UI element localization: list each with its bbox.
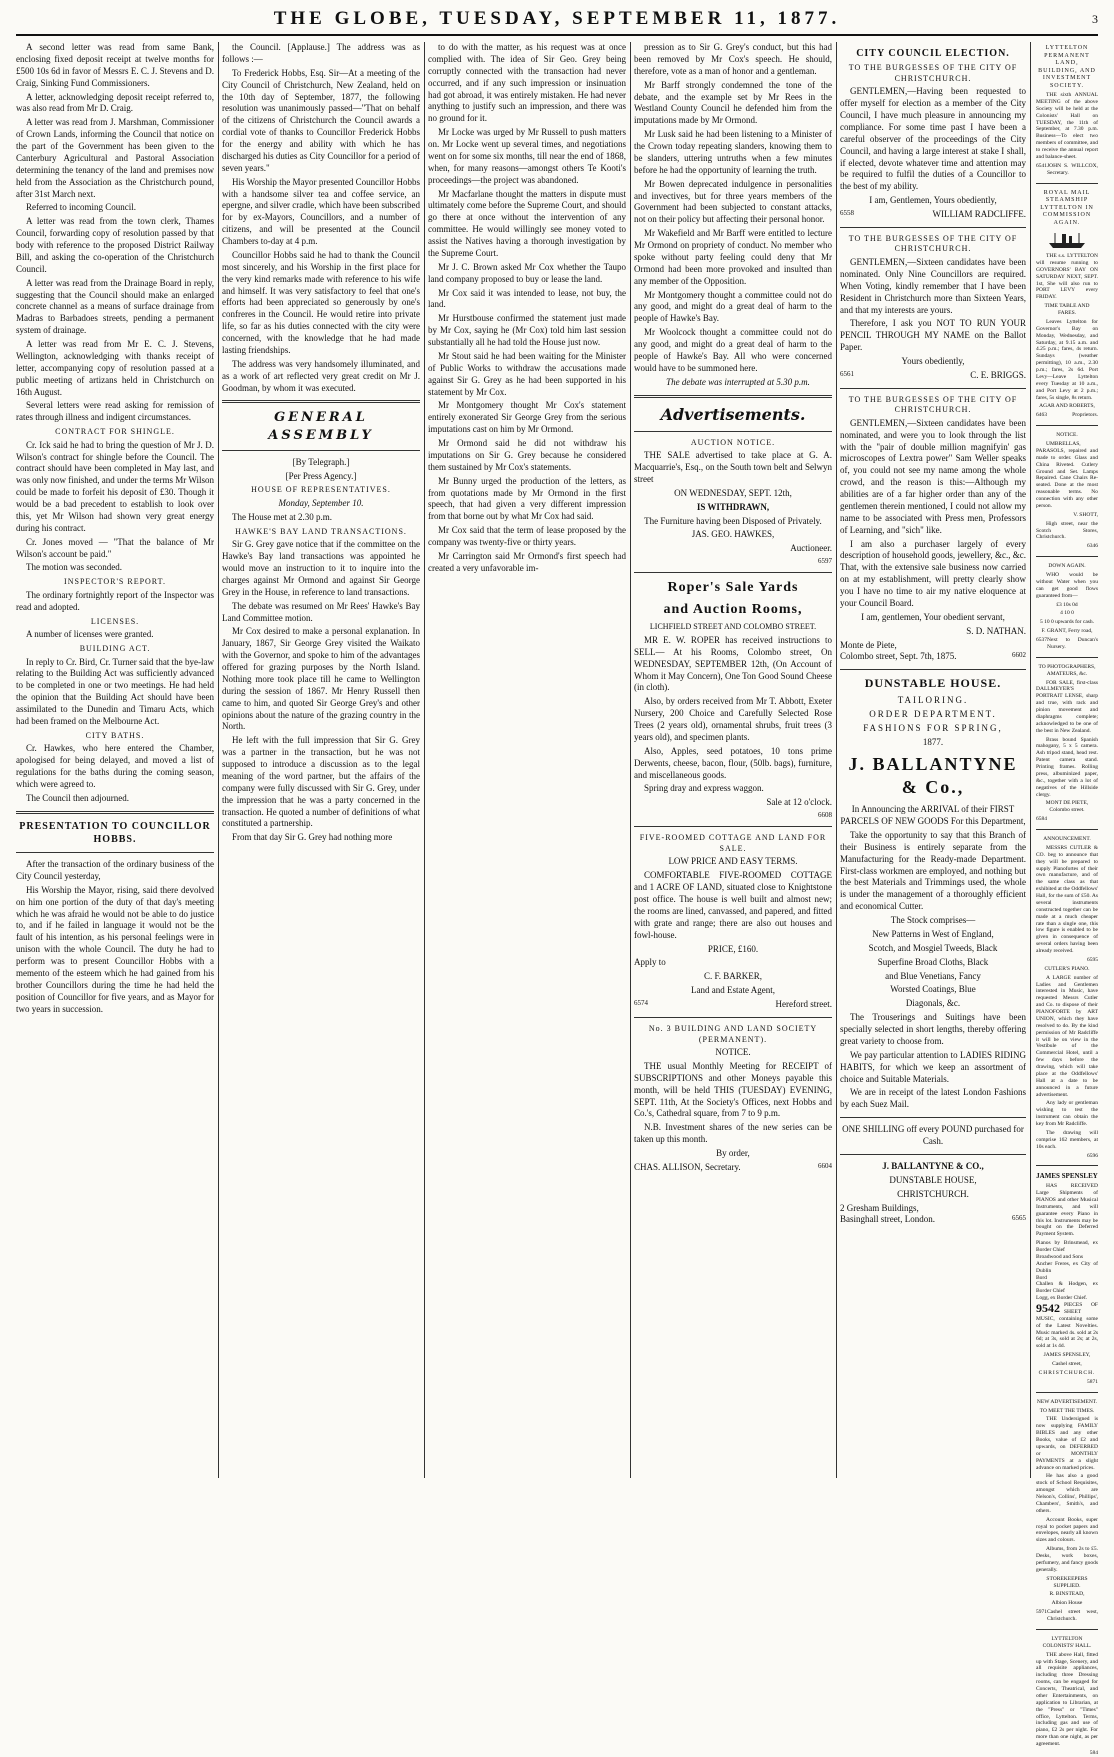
ad-text: PIECES OF SHEET MUSIC, containing some of the Latest Novelties. Music marked 4s. sold at 2s 6d; at 3s, sold at 2s; at 2s, sold at 1s 4d.	[1036, 1302, 1098, 1350]
ad-number: 5971	[1036, 1609, 1047, 1616]
ad-text: Scotch, and Mosgiel Tweeds, Black	[868, 942, 998, 953]
divider	[634, 572, 832, 573]
divider	[840, 1154, 1026, 1155]
ad-heading: CUTLER'S PIANO.	[1044, 965, 1090, 972]
paragraph: Mr Macfarlane thought the matters in dispute must ultimately come before the Supreme Court, and should go there at once without the intervention of any committee. He would willingly see money voted to assist the Natives having a thorough investigation by the Supreme Court.	[428, 188, 626, 258]
assembly-heading: GENERAL ASSEMBLY	[268, 410, 374, 443]
ad-signature: V. SHOTT,	[1073, 511, 1098, 518]
paragraph: Mr Ormond said he did not withdraw his imputations on Sir G. Grey because he considered them sustained by Mr Cox's statements.	[428, 438, 626, 472]
ad-number: 6537	[1036, 637, 1047, 643]
ad-number: 6574	[634, 999, 648, 1008]
ad-signature: F. GRANT, Ferry road,	[1041, 628, 1093, 635]
paragraph: to do with the matter, as his request was at once complied with. The idea of Sir Geo. Grey being corruptly connected with the transaction had never occurred, and if any such impression or insinuation had got abroad, it was entirely mistaken. He had never anything to justify such an impression, and there was no ground for it.	[428, 42, 626, 124]
paragraph: Mr Wakefield and Mr Barff were entitled to lecture Mr Ormond on propriety of conduct. No member who spoke without party feeling could deny that Mr Ormond had been more provoked and insulted than any member of the Opposition.	[634, 228, 832, 286]
ad-text: LICHFIELD STREET AND COLOMBO STREET.	[649, 622, 817, 632]
ad-text: GENTLEMEN,—Sixteen candidates have been nominated, and were you to look through the list with the "pair of double million magnifyin' gas microscopes of Lextra power" Sam Weller speaks of, you could not see my name among the whole crowd, and the reason is this:—Although my abilities are of a far higher order than any of the gentlemen therein mentioned, I could not allow my name to be associated with Press men, Professors of Learning, and "sich" like.	[840, 417, 1026, 535]
ad-text: Also, Apples, seed potatoes, 10 tons prime Derwents, cheese, bacon, flour, (50lb. bags), furniture, and miscellaneous goods.	[634, 745, 832, 780]
column-rule	[424, 42, 425, 1478]
divider	[1036, 1629, 1098, 1630]
paragraph: A letter was read from the town clerk, Thames Council, forwarding copy of resolution passed by that body with reference to the proposed District Railway Bill, and asking the co-operation of the Christchurch Council.	[16, 216, 214, 274]
ad-heading: FIVE-ROOMED COTTAGE AND LAND FOR SALE.	[639, 833, 827, 853]
ad-heading: LYTTELTON COLONISTS' HALL.	[1042, 1635, 1092, 1649]
ad-text: I am, Gentlemen, Yours obediently,	[869, 195, 997, 206]
ad-number: 6561	[840, 369, 854, 378]
ad-text: Apply to	[634, 957, 666, 968]
ad-signature: C. E. BRIGGS.	[970, 369, 1026, 380]
ad-heading: No. 3 BUILDING AND LAND SOCIETY (PERMANENT).	[648, 1023, 818, 1044]
ad-heading: TO MEET THE TIMES.	[1039, 1407, 1095, 1414]
divider	[222, 400, 420, 403]
ad-address: Monte de Piete,	[840, 639, 897, 650]
ad-heading: DUNSTABLE HOUSE.	[864, 676, 1002, 691]
paragraph: The address was very handsomely illuminated, and as a work of art reflected very great credit on Mr J. Goodman, by whom it was executed.	[222, 358, 420, 393]
ad-text: Diagonals, &c.	[905, 998, 961, 1009]
ad-text: Pianos by Brinsmead, ex Border Chief	[1036, 1240, 1098, 1253]
ad-number: 5871	[1087, 1378, 1098, 1385]
ad-text: The drawing will comprise 162 members, at 10s each.	[1036, 1129, 1098, 1150]
column-rule	[836, 42, 837, 1478]
ad-address: DUNSTABLE HOUSE,	[889, 1174, 977, 1185]
ad-heading: JAMES SPENSLEY	[1036, 1172, 1098, 1181]
ad-address: 2 Gresham Buildings,	[840, 1202, 919, 1213]
ad-signature-role: Land and Estate Agent,	[691, 985, 775, 996]
ad-text: GENTLEMEN,—Having been requested to offer myself for election as a member of the City Council, I have much pleasure in announcing my compliance. For some time past I have been a careful observer of the proceedings of the City Council, and having a large interest at stake I shall, if elected, devote whatever time and attention may be required to fulfil the duties of a Councillor to the best of my ability.	[840, 86, 1026, 192]
ad-subheading: LOW PRICE AND EASY TERMS.	[668, 856, 798, 867]
ad-address: Colombo street, Sept. 7th, 1875.	[840, 651, 957, 662]
ad-subheading: TAILORING.	[897, 695, 969, 706]
ad-heading: ROYAL MAIL STEAMSHIP LYTTELTON IN COMMISSION AGAIN.	[1040, 189, 1094, 226]
ad-text: THE usual Monthly Meeting for RECEIPT of SUBSCRIPTIONS and other Moneys payable this month, will be held THIS (TUESDAY) EVENING, SEPT. 11th, At the Society's Offices, next Hobbs and Co.'s, Cathedral square, from 7 to 9 p.m.	[634, 1060, 832, 1119]
paragraph: Mr Bunny urged the production of the letters, as from quotations made by Mr Ormond in the first speech, that had given a very different impression from that borne out by what Mr Cox had said.	[428, 475, 626, 522]
ad-signature: JOHN S. WILLCOX, Secretary.	[1047, 162, 1098, 176]
masthead	[16, 6, 1098, 36]
paragraph: Mr Cox said that the term of lease proposed by the company was twenty-five or thirty years.	[428, 525, 626, 547]
paragraph: A number of licenses were granted.	[26, 629, 154, 640]
paragraph: The ordinary fortnightly report of the Inspector was read and adopted.	[16, 589, 214, 612]
paragraph: A letter was read from J. Marshman, Commissioner of Crown Lands, informing the Council that notice on the part of the Government has been given to the Canterbury Agricultural and Pastoral Association determining the tenancy of the land and premises now held from the Association as the Christchurch pound, after 31st March next.	[16, 117, 214, 199]
ad-text: I am also a purchaser largely of every description of household goods, jewellery, &c., &c. That, with the extensive sale business now carried on at my establishment, will pretty clearly show you I have no time to air my native eloquence at your Council Board.	[840, 538, 1026, 608]
paragraph: Mr Carrington said Mr Ormond's first speech had created a very unfavorable im-	[428, 550, 626, 573]
ad-text: Logg, ex Border Chief.	[1036, 1295, 1088, 1302]
divider	[634, 1017, 832, 1018]
divider	[840, 669, 1026, 670]
ad-address: CHRISTCHURCH.	[897, 1188, 969, 1199]
ad-heading: NOTICE.	[1056, 432, 1078, 439]
ad-signature: JAS. GEO. HAWKES,	[691, 529, 775, 540]
ad-subheading: FASHIONS FOR SPRING,	[863, 722, 1003, 733]
ad-subheading: ORDER DEPARTMENT.	[869, 709, 997, 720]
ad-text: Yours obediently,	[901, 356, 965, 366]
ad-text: THE s.s. LYTTELTON will resume running to GOVERNORS' BAY ON SATURDAY NEXT, SEPT. 1st, She will also run to PORT LEVY every FRIDAY.	[1036, 253, 1098, 301]
ad-text: A LARGE number of Ladies and Gentlemen interested in Music, have requested Messrs Cutler and Co. to dispose of their PIANOFORTE by ART UNION, which they have resolved to do. By the kind permission of Mr Radcliffe it will be on view in the Vestibule of the Commercial Hotel, until a few days before the drawing, which will take place at the Oddfellows' Hall at a date to be announced in a future advertisement.	[1036, 974, 1098, 1098]
column-1	[16, 42, 214, 1478]
ad-price: £3 10s 0d	[1056, 601, 1078, 608]
divider	[16, 852, 214, 853]
paragraph: From that day Sir G. Grey had nothing more	[232, 832, 393, 843]
ad-price: 5 10 0 upwards for cash.	[1039, 619, 1095, 626]
ad-number: 6463	[1036, 412, 1047, 419]
ad-text: N.B. Investment shares of the new series can be taken up this month.	[634, 1122, 832, 1145]
ad-price: 4 10 0	[1060, 610, 1074, 617]
ad-signature: AGAR AND ROBERTS,	[1039, 403, 1095, 410]
ad-text: By order,	[716, 1148, 750, 1159]
ad-text: WHO would be without Water when you can get good flows guaranteed from—	[1036, 572, 1098, 599]
ad-signature-role: Auctioneer.	[790, 543, 832, 554]
ad-text: THE sixth ANNUAL MEETING of the above Society will be held at the Colonists' Hall on TUESDAY, the 11th of September, at 7.30 p.m. Business—To elect two members of committee, and to receive the annual report and balance-sheet.	[1036, 92, 1098, 160]
divider	[634, 395, 832, 398]
ad-text: We are in receipt of the latest London Fashions by each Suez Mail.	[840, 1087, 1026, 1110]
ad-text: The Stock comprises—	[890, 915, 976, 926]
ad-text: MESSRS CUTLER & CO. beg to announce that they will be prepared to supply Pianofortes of their own manufacture, and of the same class as that exhibited at the Oddfellows' Hall, for the sum of £50. As several instruments constructed together can be made at a much cheaper rate than a single one, this low figure is enabled to be given in consequence of several orders having been already received.	[1036, 844, 1098, 954]
ad-number: 6608	[818, 811, 832, 820]
ad-text: Leaves Lyttelton for Governor's Bay on Monday, Wednesday, and Saturday, at 9.15 a.m. and 4.25 p.m.; fares, 4s return. Sundays (weather permitting), 10 a.m., 2.30 p.m.; fares, 2s 6d. Port Levy—Leave Lyttelton every Tuesday at 10 a.m., and Port Levy at 2 p.m.; fares, 5s single, 8s return.	[1036, 318, 1098, 401]
divider	[1036, 556, 1098, 557]
ad-text: Therefore, I ask you NOT TO RUN YOUR PENCIL THROUGH MY NAME on the Ballot Paper.	[840, 318, 1026, 353]
paragraph: pression as to Sir G. Grey's conduct, but this had been removed by Mr Cox's speech. He should, therefore, vote as a man of honor and a gentleman.	[634, 42, 832, 76]
ad-text: ONE SHILLING off every POUND purchased for Cash.	[842, 1124, 1024, 1147]
paragraph: Mr Cox said it was intended to lease, not buy, the land.	[428, 287, 626, 310]
divider	[634, 826, 832, 827]
ad-subheading: 1877.	[922, 736, 944, 747]
ad-subheading: TIME TABLE AND FARES.	[1044, 303, 1090, 316]
ad-text: MR E. W. ROPER has received instructions to SELL— At his Rooms, Colombo street, On WEDNESDAY, SEPTEMBER 12th, (On Account of Whom it May Concern), One Ton Good Sound Cheese (in cloth).	[634, 634, 832, 693]
ad-heading: ANNOUNCEMENT.	[1043, 836, 1091, 842]
paragraph: Mr Hurstbouse confirmed the statement just made by Mr Cox, saying he (Mr Cox) told him last session substantially all he had told the House just now.	[428, 313, 626, 347]
section-subhead: INSPECTOR'S REPORT.	[64, 577, 166, 587]
paragraph: A letter, acknowledging deposit receipt referred to, was also read from Mr D. Craig.	[16, 91, 214, 114]
section-subhead: CITY BATHS.	[85, 730, 145, 740]
divider	[222, 450, 420, 451]
ad-number: 584	[1089, 1749, 1098, 1756]
ad-number: 6597	[818, 557, 832, 566]
paragraph: Mr Barff strongly condemned the tone of the debate, and the example set by Mr Rees in the Westland County Council he defended him from the imputations made by Mr Ormond.	[634, 79, 832, 126]
ad-price: PRICE, £160.	[707, 943, 759, 954]
paragraph: In reply to Cr. Bird, Cr. Turner said that the bye-law relating to the Building Act was sufficiently advanced to be completed in one or two meetings. He had held the opinion that the Building Act should have been assimilated to the Dunedin and Timaru Acts, which had been framed on the Melbourne Act.	[16, 656, 214, 726]
ad-subheading: TO THE BURGESSES OF THE CITY OF CHRISTCHURCH.	[848, 394, 1018, 415]
divider	[1036, 183, 1098, 184]
section-subhead: BUILDING ACT.	[79, 644, 151, 654]
ad-text: Ancher Freres, ex City of Dublin	[1036, 1260, 1098, 1274]
divider	[840, 388, 1026, 389]
ad-text: Brass bound Spanish mahogany, 5 x 5 camera. Ash tripod stand, head rest. Patent camera stand. Printing frames. Rolling press, albuminized paper, &c., together with a lot of negatives of the Hillside clergy.	[1036, 736, 1098, 798]
ad-text: HAS RECEIVED Large Shipments of PIANOS and other Musical Instruments, and will guarantee every Piano in this lot. Instruments may be bought on the Deferred Payment System.	[1036, 1183, 1098, 1238]
paragraph: Several letters were read asking for remission of rates through illness and indigent circumstances.	[16, 400, 214, 423]
ad-text: ON WEDNESDAY, SEPT. 12th,	[674, 487, 792, 498]
column-rule	[630, 42, 631, 1478]
ad-address: CHRISTCHURCH.	[1038, 1369, 1096, 1376]
paragraph: The motion was seconded.	[26, 562, 122, 573]
page-number: 3	[1092, 12, 1098, 26]
paragraph: Referred to incoming Council.	[26, 202, 136, 213]
ad-text: Bord	[1036, 1274, 1047, 1281]
divider	[1036, 1165, 1098, 1166]
ad-text: In Announcing the ARRIVAL of their FIRST PARCELS OF NEW GOODS For this Department,	[840, 804, 1026, 827]
section-subhead: CONTRACT FOR SHINGLE.	[55, 427, 175, 437]
ad-subheading: STOREKEEPERS SUPPLIED.	[1046, 1575, 1088, 1589]
ad-number: 6604	[818, 1161, 832, 1170]
ad-address: Cashel street,	[1052, 1361, 1082, 1367]
ad-text: Broadwood and Sons	[1036, 1253, 1084, 1260]
divider	[16, 811, 214, 814]
ad-number: 6602	[1012, 651, 1026, 660]
ad-text: He has also a good stock of School Requisites, amongst which are Nelson's, Collins', Phillips', Chambers', Smith's, and others.	[1036, 1473, 1098, 1514]
ad-signature: MONT DE PIETE, Colombo street.	[1045, 800, 1089, 814]
ad-text: We pay particular attention to LADIES RIDING HABITS, for which we keep an assortment of choice and Suitable Materials.	[840, 1049, 1026, 1084]
divider	[1036, 1392, 1098, 1393]
paragraph: After the transaction of the ordinary business of the City Council yesterday,	[16, 859, 214, 881]
ad-text: Challen & Hodgen, ex Border Chief	[1036, 1281, 1098, 1295]
paragraph: Sir G. Grey gave notice that if the committee on the Hawke's Bay land transactions was appointed he would move an instruction to it to inquire into the charges against Mr Ormond and against Sir George Grey in the House, in reference to land transactions.	[222, 539, 420, 597]
ad-text: IS WITHDRAWN,	[696, 501, 770, 512]
paragraph: To Frederick Hobbs, Esq. Sir—At a meeting of the City Council of Christchurch, New Zealand, held on the 10th day of September, 1877, the following resolution was unanimously passed—"That on behalf of the citizens of Christchurch the Council awards a cordial vote of thanks to Councillor Frederick Hobbs for the energy and ability with which he has discharged his duties as City Councillor for a period of seven years."	[222, 67, 420, 173]
ad-text: and Blue Venetians, Fancy	[885, 970, 981, 981]
ad-heading: LYTTELTON PERMANENT LAND, BUILDING, AND INVESTMENT SOCIETY.	[1038, 45, 1096, 89]
ad-address: Cashel street west, Christchurch.	[1047, 1609, 1098, 1622]
press-agency-note: [Per Press Agency.]	[285, 470, 357, 481]
ad-heading: and Auction Rooms,	[663, 601, 803, 617]
ad-text: I am, gentlemen, Your obedient servant,	[861, 611, 1005, 622]
ad-address: Basinghall street, London.	[840, 1214, 935, 1225]
paragraph: Mr Woolcock thought a committee could not do any good, and might do a great deal of harm to the people of Hawke's Bay. All who were concerned would have to be summoned here.	[634, 327, 832, 373]
ad-number: 6584	[1036, 816, 1047, 823]
paragraph: His Worship the Mayor, rising, said there devolved on him one portion of the duty of that day's meeting which he was afraid he would not be able to do justice to, and if he failed in language it would not be the fault of his intention, as his personal feelings were in unison with the whole Council. The duty he had to perform was to present Councillor Hobbs with a memento of the esteem which he had gained from his brother Councillors during the time he had held the position of Councillor for five years, and as Mayor for two years in succession.	[16, 884, 214, 1014]
divider	[840, 1117, 1026, 1118]
divider	[634, 431, 832, 432]
paragraph: Mr J. C. Brown asked Mr Cox whether the Taupo land company proposed to buy or lease the land.	[428, 261, 626, 284]
paragraph: Mr Montgomery thought a committee could not do any good, and might do a great deal of harm to the people of Hawke's Bay.	[634, 289, 832, 324]
paragraph: Mr Stout said he had been waiting for the Minister of Public Works to withdraw the accusations made against Sir G. Grey as he had been supported in his statement by Mr Cox.	[428, 350, 626, 397]
column-6	[1036, 42, 1098, 1756]
ad-big-number: 9542	[1036, 1301, 1060, 1315]
paragraph: Mr Montgomery thought Mr Cox's statement entirely exonerated Sir George Grey from the serious imputations cast on him by Mr Ormond.	[428, 400, 626, 435]
article-heading: PRESENTATION TO COUNCILLOR HOBBS.	[19, 820, 211, 845]
ad-address: Next to Duncan's Nursery.	[1047, 637, 1098, 650]
ad-heading: J. BALLANTYNE & Co.,	[848, 753, 1018, 798]
divider	[1036, 829, 1098, 830]
ad-text: UMBRELLAS, PARASOLS, repaired and made to order. Glass and China Riveted. Cutlery Ground and Set. Lamps Repaired. Cane Chairs Re-seated. Done at the most reasonable terms. No connection with any other person.	[1036, 441, 1098, 509]
ad-number: 6596	[1087, 1152, 1098, 1159]
ad-address: High street, near the Scotch Stores, Christchurch.	[1036, 520, 1098, 541]
ad-signature: CHAS. ALLISON, Secretary.	[634, 1161, 741, 1172]
column-5	[840, 42, 1026, 1478]
paragraph: He left with the full impression that Sir G. Grey was a partner in the transaction, but he was not supposed to introduce a discussion as to the legal meaning of the word partner, but the affairs of the company were fully discussed with Sir G. Grey, under the impression that he was a party concerned in the transaction. He quoted a number of definitions of what constituted a partnership.	[222, 735, 420, 829]
paragraph: The debate was interrupted at 5.30 p.m.	[666, 376, 810, 387]
ad-signature-role: Proprietors.	[1072, 412, 1098, 419]
ad-text: FOR SALE, first-class DALLMEYER'S PORTRAIT LENSE, sharp and true, with rack and pinion movement and diaphragms complete; acknowledged to be one of the best in New Zealand.	[1036, 679, 1098, 734]
paragraph: Cr. Hawkes, who here entered the Chamber, apologised for being delayed, and moved a list of regulations for the baths during the coming season, which were agreed to.	[16, 743, 214, 789]
ad-signature: S. D. NATHAN.	[966, 625, 1026, 636]
paragraph: Cr. Jones moved — "That the balance of Mr Wilson's account be paid."	[16, 536, 214, 559]
column-2	[222, 42, 420, 1478]
ad-subheading: NOTICE.	[715, 1047, 751, 1058]
ad-text: GENTLEMEN,—Sixteen candidates have been nominated. Only Nine Councillors are required. When Voting, kindly remember that I have been Resident in Christchurch more than Sixteen Years, and that my interests are yours.	[840, 257, 1026, 315]
ad-text: THE above Hall, fitted up with Stage, Scenery, and all requisite appliances, including three Dressing rooms, can be engaged for Concerts, Theatrical, and other Entertainments, on application to Librarian, at the "Press" or "Times" office, Lyttelton. Terms, including gas and use of piano, £2 2s per night. For more than one night, as per agreement.	[1036, 1651, 1098, 1747]
ad-signature: R. BINSTEAD,	[1049, 1591, 1085, 1598]
ad-text: Worsted Coatings, Blue	[890, 984, 976, 995]
paragraph: Councillor Hobbs said he had to thank the Council most sincerely, and his Worship in the first place for the very kind remarks made with reference to his wife and himself. It was very satisfactory to feel that one's efforts had been appreciated so generously by one's confreres in the Council. He would retire into private life, so far as his duties connected with the city were concerned, with the knowledge that he had made lasting friendships.	[222, 249, 420, 355]
paragraph: Cr. Ick said he had to bring the question of Mr J. D. Wilson's contract for shingle before the Council. The contract should have been completed in May last, and was only now finished, and under the terms Mr Wilson could be made to forfeit his deposit of £30. Though it would be a bad precedent to establish to look over this, yet Mr Wilson had shown very great energy during his contract.	[16, 439, 214, 533]
ad-signature: J. BALLANTYNE & CO.,	[882, 1160, 984, 1171]
steamship-icon	[1047, 231, 1087, 249]
ad-number: 6541	[1036, 162, 1047, 169]
telegraph-note: [By Telegraph.]	[292, 456, 350, 467]
ad-subheading: TO THE BURGESSES OF THE CITY OF CHRISTCHURCH.	[848, 233, 1018, 254]
paragraph: His Worship the Mayor presented Councillor Hobbs with a handsome silver tea and coffee service, an epergne, and silver cradle, which have been subscribed for by ex-Mayors, Councillors, and a number of citizens, and will be presented at the Council Chambers to-day at 4 p.m.	[222, 176, 421, 246]
date-line: Monday, September 10.	[278, 497, 364, 508]
column-rule	[1030, 42, 1031, 1478]
ad-text: Also, by orders received from Mr T. Abbott, Exeter Nursery, 200 Choice and Carefully Selected Rose Trees (2 years old), ornamental shrubs, fruit trees (3 years old), and specimen plants.	[634, 696, 832, 742]
paragraph: Mr Cox desired to make a personal explanation. In January, 1867, Sir George Grey visited the Waikato with the Governor, and spoke to him of the advantages offered for grazing purposes by the North Island. Nothing more took place till he came to Wellington during the session of 1867. Mr Henry Russell then came to him, and quoted Sir George Grey's and other opinions about the nature of the grazing country in the North.	[222, 626, 420, 732]
divider	[1036, 657, 1098, 658]
ad-signature: WILLIAM RADCLIFFE.	[932, 209, 1026, 220]
section-subhead: LICENSES.	[90, 616, 140, 626]
ad-address: Hereford street.	[775, 999, 832, 1010]
ad-subheading: TO THE BURGESSES OF THE CITY OF CHRISTCHURCH.	[848, 63, 1018, 83]
newspaper-title: THE GLOBE, TUESDAY, SEPTEMBER 11, 1877.	[273, 8, 841, 29]
paragraph: Mr Bowen deprecated indulgence in personalities and invectives, but for three years members of the Government had been subjected to constant attacks, not on their policy but affecting their personal honor.	[634, 178, 832, 225]
paragraph: Mr Locke was urged by Mr Russell to push matters on. Mr Locke went up several times, and negotiations went on for some six months, till near the end of 1868, when, for many reasons—amongst others Te Kooti's proceedings—the project was abandoned.	[428, 127, 626, 185]
ad-text: Account Books, super royal to pocket papers and envelopes, nearly all known sizes and colours.	[1036, 1516, 1098, 1544]
column-4	[634, 42, 832, 1478]
ad-text: Any lady or gentleman wishing to test the instrument can obtain the key from Mr Radcliffe.	[1036, 1100, 1098, 1127]
ad-heading: CITY COUNCIL ELECTION.	[856, 48, 1010, 59]
ad-text: Albums, from 2s to £5. Desks, work boxes, perfumery, and fancy goods generally.	[1036, 1546, 1098, 1573]
section-subhead: HOUSE OF REPRESENTATIVES.	[251, 485, 391, 495]
divider	[840, 227, 1026, 228]
ad-text: The Trouserings and Suitings have been specially selected in short lengths, thereby offering great variety to choose from.	[840, 1012, 1026, 1046]
divider	[1036, 425, 1098, 426]
ad-text: THE SALE advertised to take place at G. A. Macquarrie's, Esq., on the South town belt and Selwyn street	[634, 450, 832, 484]
ad-text: Take the opportunity to say that this Branch of their Business is entirely separate from the Manufacturing for the Ready-made Department. First-class workmen are employed, and nothing but the best Materials and Trimmings used, the whole is under the management of a thoroughly efficient and economical Cutter.	[840, 829, 1026, 912]
ad-signature: C. F. BARKER,	[703, 971, 763, 982]
ad-text: New Patterns in West of England,	[872, 928, 994, 939]
paragraph: The debate was resumed on Mr Rees' Hawke's Bay Land Committee motion.	[222, 600, 420, 623]
ad-text: Spring dray and express waggon.	[644, 783, 764, 794]
ad-heading: Roper's Sale Yards	[667, 580, 799, 596]
paragraph: A letter was read from the Drainage Board in reply, suggesting that the Council should make an enlarged concrete channel as a means of surface drainage from Madras to Barbadoes streets, pending a permanent system of drainage.	[16, 277, 214, 336]
ad-number: 6346	[1087, 543, 1098, 550]
column-3	[428, 42, 626, 1478]
paragraph: the Council. [Applause.] The address was as follows :—	[222, 42, 420, 64]
ad-number: 6565	[1012, 1214, 1026, 1223]
ad-number: 6595	[1087, 956, 1098, 963]
column-rule	[218, 42, 219, 1478]
paragraph: The Council then adjourned.	[26, 792, 129, 803]
ad-heading: AUCTION NOTICE.	[690, 437, 776, 447]
section-subhead: HAWKE'S BAY LAND TRANSACTIONS.	[235, 526, 407, 536]
ad-text: The Furniture having been Disposed of Privately.	[644, 515, 822, 526]
ad-signature: JAMES SPENSLEY,	[1043, 1352, 1091, 1359]
paragraph: A second letter was read from same Bank, enclosing fixed deposit receipt at twelve months for £500 10s 6d in favor of Messrs E. C. J. Stevens and D. Craig, Sinking Fund Commissioners.	[16, 42, 214, 88]
ad-heading: TO PHOTOGRAPHERS, AMATEURS, &c.	[1038, 663, 1096, 677]
paragraph: A letter was read from Mr E. C. J. Stevens, Wellington, acknowledging with thanks receipt of letter, accompanying copy of resolution passed at a public meeting of artizans held in Christchurch on 16th August.	[16, 339, 214, 397]
ad-text: THE Undersigned is now supplying FAMILY BIBLES and any other Books, value of £2 and upwards, on DEFERRED or MONTHLY PAYMENTS at a slight advance on marked prices.	[1036, 1416, 1098, 1471]
ad-number: 6558	[840, 209, 854, 218]
ad-address: Albion House	[1051, 1600, 1083, 1607]
advertisements-heading: Advertisements.	[660, 404, 806, 424]
ad-subheading: NEW ADVERTISEMENT.	[1036, 1398, 1098, 1405]
ad-text: Sale at 12 o'clock.	[766, 797, 832, 808]
paragraph: Mr Lusk said he had been listening to a Minister of the Crown today repeating slanders, knowing them to be slanders, uttering untruths when a few minutes before he had the opportunity of learning the truth.	[634, 129, 832, 175]
ad-text: Superfine Broad Cloths, Black	[877, 956, 989, 967]
paragraph: The House met at 2.30 p.m.	[232, 511, 332, 522]
ad-text: COMFORTABLE FIVE-ROOMED COTTAGE and 1 ACRE OF LAND, situated close to Knightstone post office. The house is well built and almost new; the rooms are lined, canvassed, and papered, and fitted with grate and range; there are also out houses and fowl-house.	[634, 870, 832, 940]
ad-heading: DOWN AGAIN.	[1048, 563, 1086, 570]
